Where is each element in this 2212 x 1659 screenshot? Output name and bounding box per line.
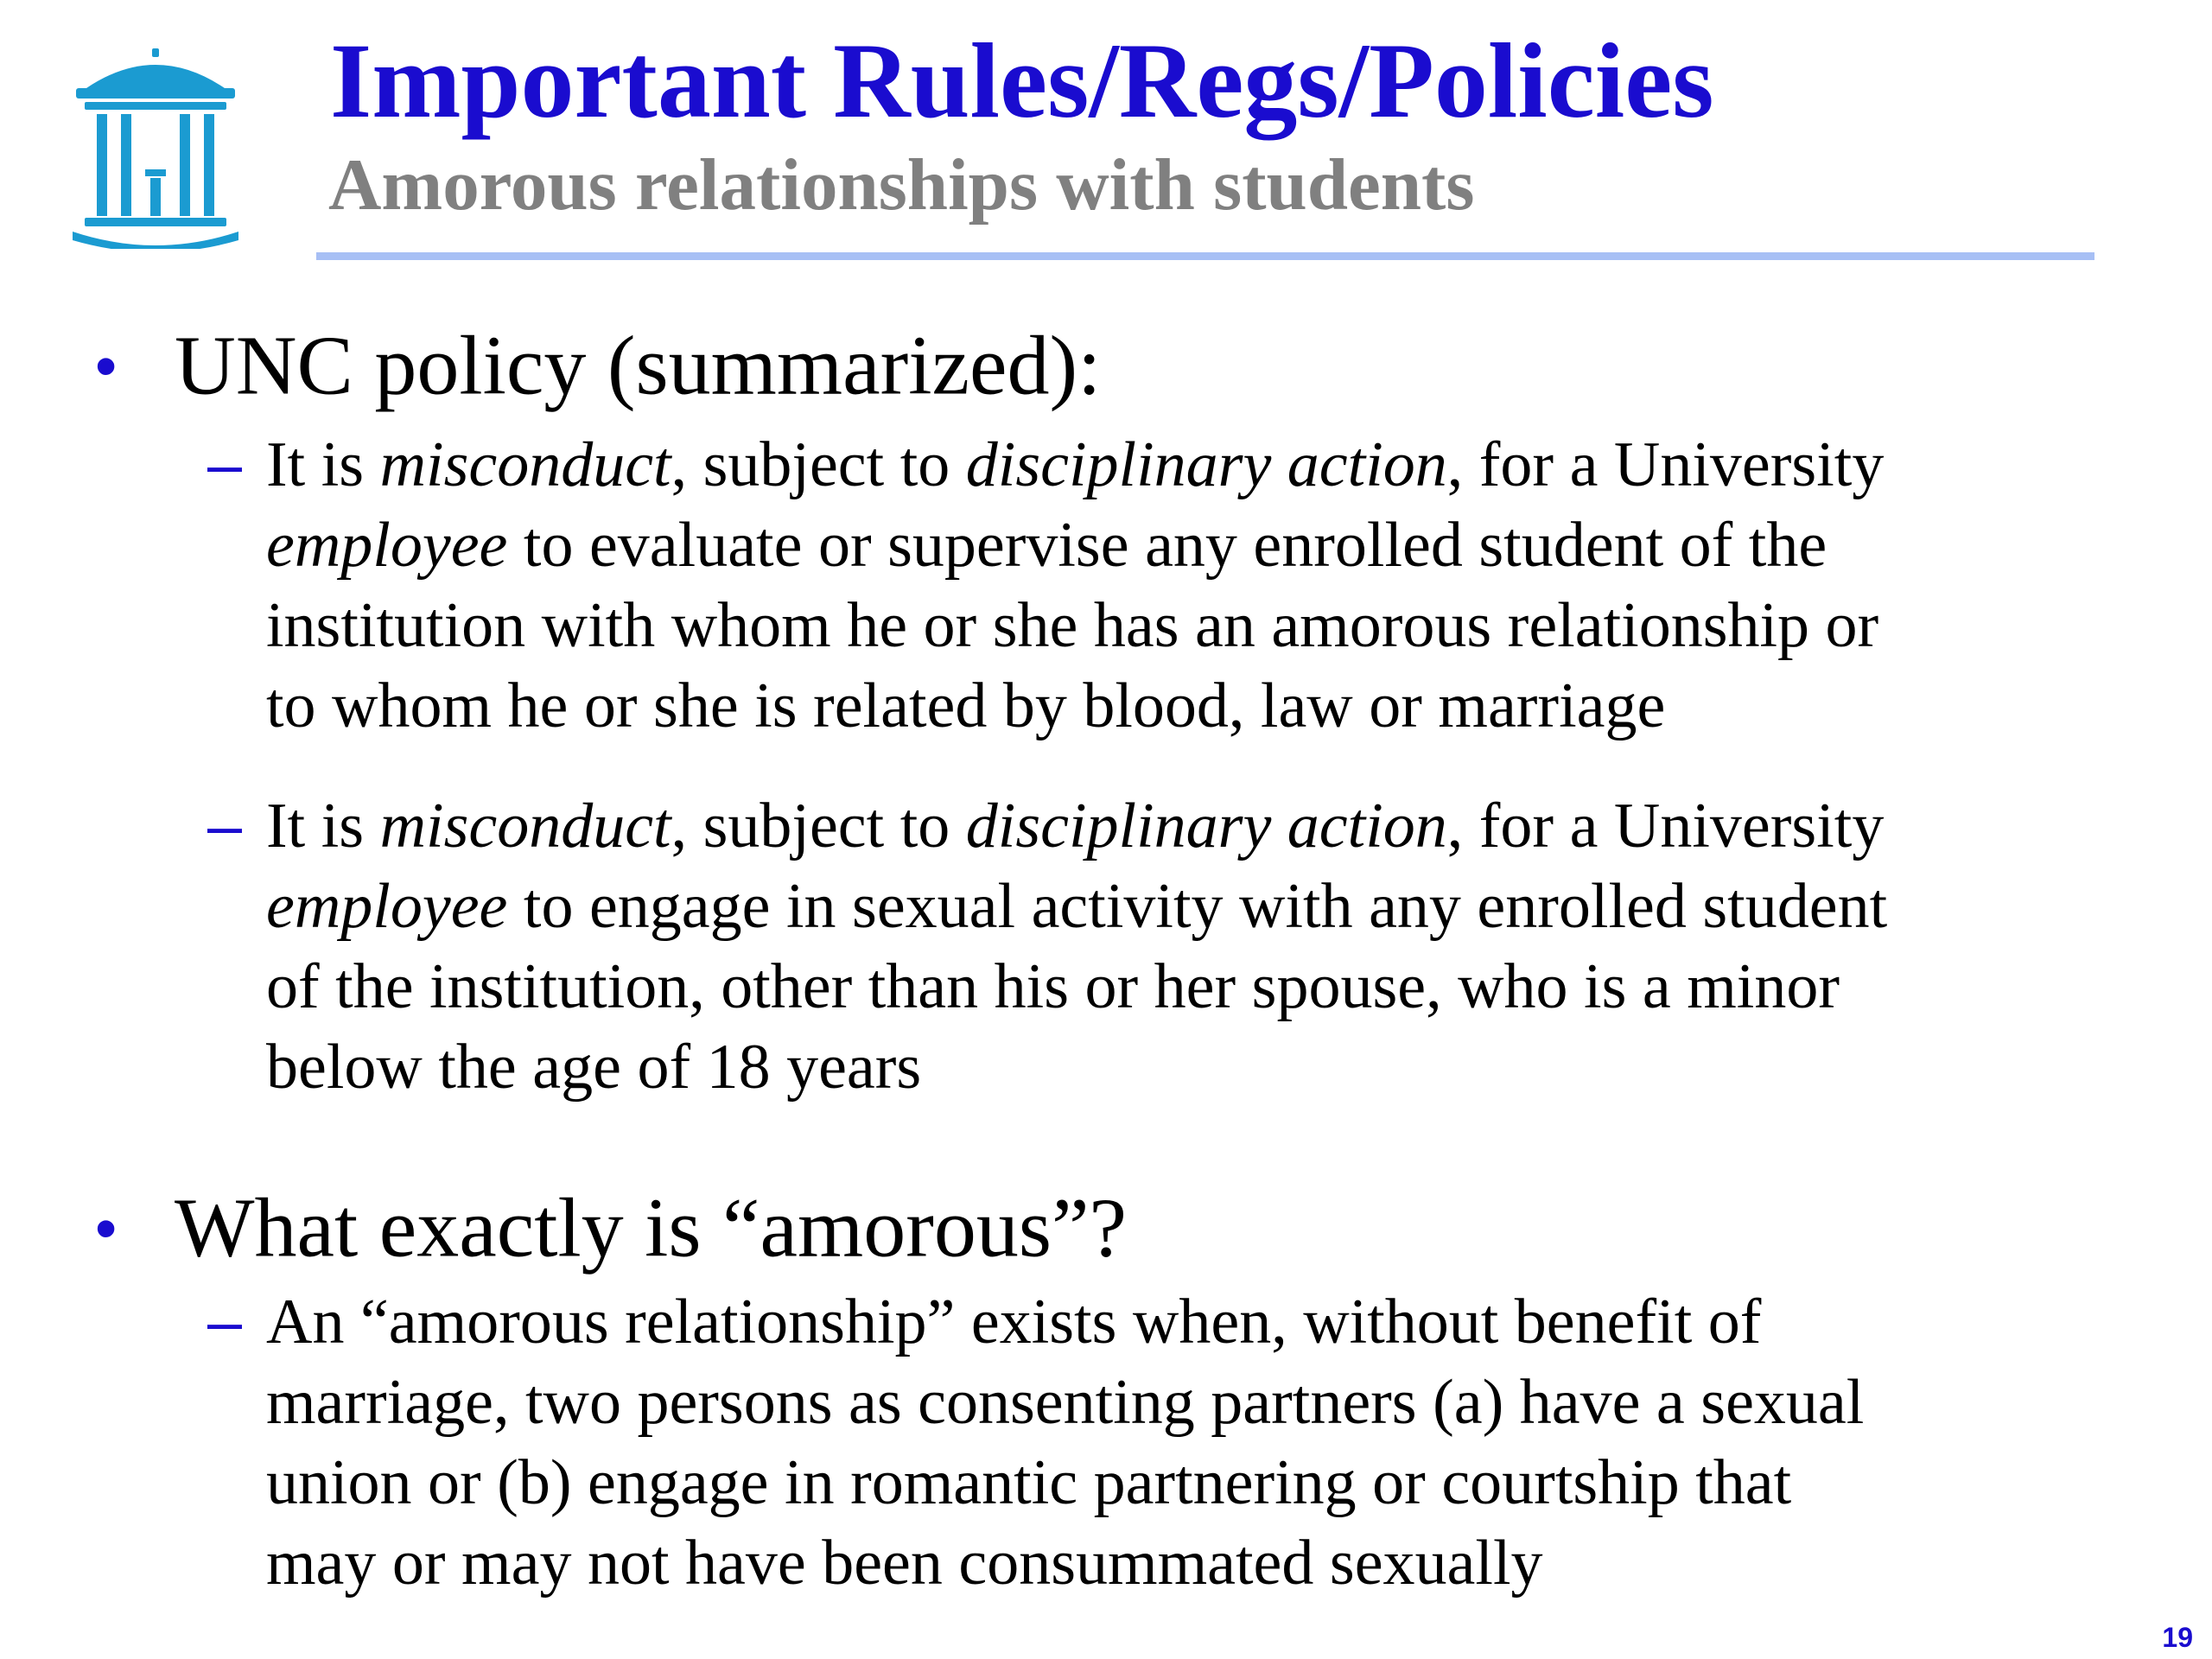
- line-text: to engage in sexual activity with any enrolled student: [507, 871, 1888, 942]
- sub-bullet-line: [266, 947, 2195, 1027]
- line-text: of the institution, other than his or her spouse, who is a minor: [266, 951, 1840, 1022]
- sub-bullet-line: [266, 867, 2195, 947]
- line-text: marriage, two persons as consenting partners (a) have a sexual: [266, 1367, 1865, 1438]
- sub-bullet-marker: –: [207, 430, 243, 499]
- bullet-marker: •: [95, 331, 118, 401]
- sub-bullet-line: [266, 1282, 2195, 1363]
- sub-bullet-line: [266, 666, 2195, 747]
- sub-bullet-line: [266, 1363, 2195, 1443]
- sub-bullet-line: [266, 1443, 2195, 1523]
- line-text: institution with whom he or she has an amorous relationship or: [266, 590, 1879, 661]
- sub-bullet-line: [266, 425, 2195, 505]
- line-text: An “amorous relationship” exists when, without benefit of: [266, 1287, 1762, 1357]
- line-text: It is: [266, 791, 380, 861]
- emphasis-text: misconduct: [379, 791, 671, 861]
- sub-bullet-item: [207, 425, 2195, 747]
- slide-title: Important Rules/Regs/Policies: [330, 22, 1714, 140]
- sub-bullet-line: [266, 586, 2195, 666]
- sub-bullet-item: [207, 786, 2195, 1108]
- sub-bullet-marker: –: [207, 1287, 243, 1357]
- page-number: 19: [2162, 1622, 2193, 1653]
- bullet-item: [95, 1175, 1127, 1275]
- line-text: , for a University: [1446, 791, 1885, 861]
- emphasis-text: disciplinary action: [965, 791, 1447, 861]
- line-text: union or (b) engage in romantic partnering or courtship that: [266, 1447, 1792, 1518]
- sub-bullet-marker: –: [207, 791, 243, 861]
- sub-bullet-line: [266, 505, 2195, 586]
- sub-bullet-line: [266, 1027, 2195, 1108]
- bullet-item: [95, 313, 1101, 413]
- emphasis-text: disciplinary action: [965, 429, 1447, 500]
- line-text: It is: [266, 429, 380, 500]
- emphasis-text: employee: [266, 510, 508, 581]
- line-text: , subject to: [671, 429, 966, 500]
- bullet-text: What exactly is “amorous”?: [175, 1181, 1128, 1275]
- line-text: below the age of 18 years: [266, 1032, 922, 1103]
- slide-subtitle: Amorous relationships with students: [328, 144, 1475, 226]
- sub-bullet-item: [207, 1282, 2195, 1604]
- emphasis-text: misconduct: [379, 429, 671, 500]
- line-text: , subject to: [671, 791, 966, 861]
- sub-bullet-line: [266, 786, 2195, 867]
- line-text: , for a University: [1446, 429, 1885, 500]
- sub-bullet-line: [266, 1523, 2195, 1604]
- bullet-marker: •: [95, 1193, 118, 1263]
- line-text: to evaluate or supervise any enrolled student of the: [507, 510, 1827, 581]
- bullet-text: UNC policy (summarized):: [175, 319, 1102, 413]
- line-text: may or may not have been consummated sexually: [266, 1528, 1543, 1599]
- line-text: to whom he or she is related by blood, law or marriage: [266, 671, 1666, 741]
- emphasis-text: employee: [266, 871, 508, 942]
